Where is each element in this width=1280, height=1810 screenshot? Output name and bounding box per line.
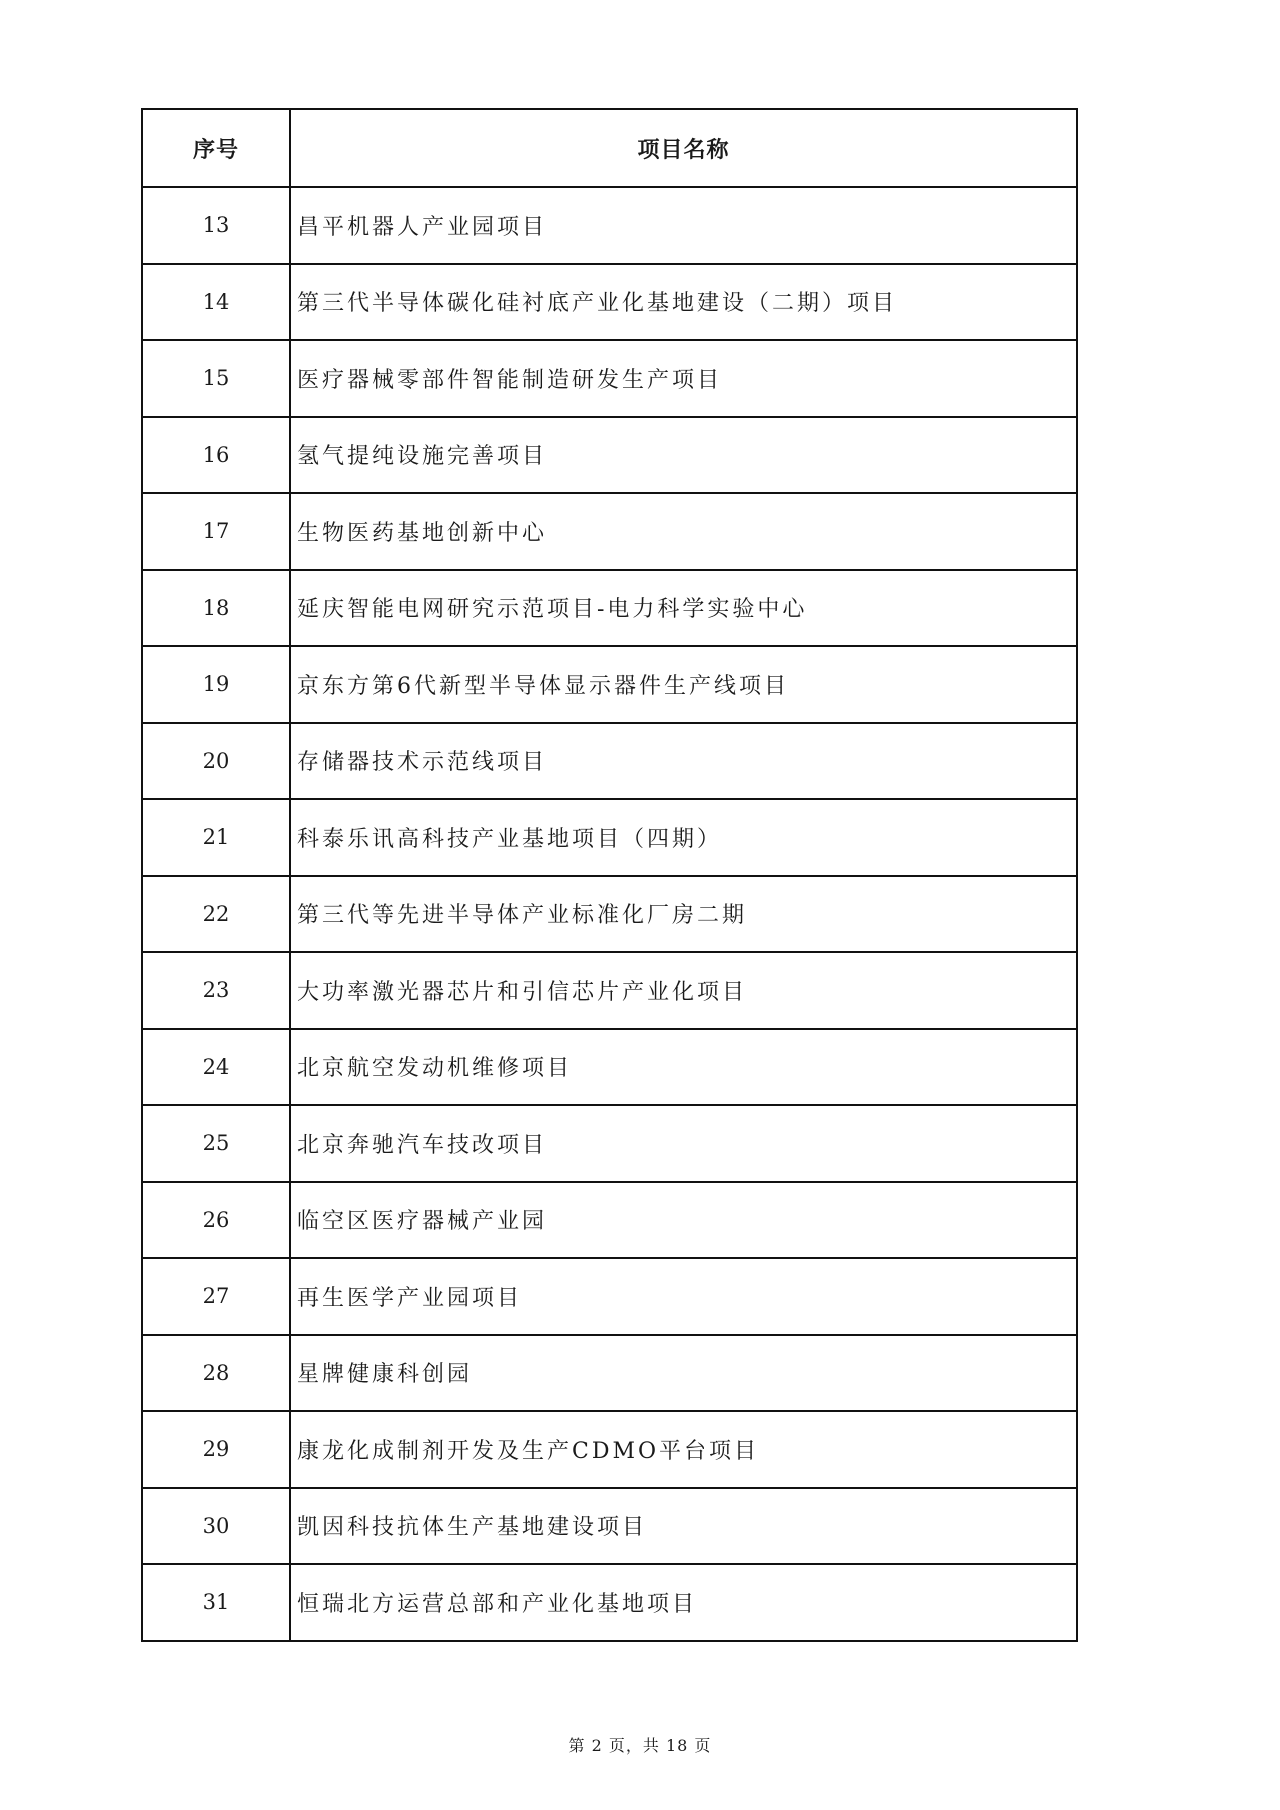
row-project-name: 大功率激光器芯片和引信芯片产业化项目 [290, 952, 1077, 1029]
table-row [142, 1105, 1077, 1182]
table-row [142, 876, 1077, 953]
table-row [142, 952, 1077, 1029]
row-project-name: 存储器技术示范线项目 [290, 723, 1077, 800]
row-serial-number: 21 [142, 799, 290, 876]
row-project-name: 生物医药基地创新中心 [290, 493, 1077, 570]
row-serial-number: 26 [142, 1182, 290, 1259]
row-project-name: 第三代等先进半导体产业标准化厂房二期 [290, 876, 1077, 953]
table-row [142, 340, 1077, 417]
table-row [142, 723, 1077, 800]
row-project-name: 医疗器械零部件智能制造研发生产项目 [290, 340, 1077, 417]
row-project-name: 氢气提纯设施完善项目 [290, 417, 1077, 494]
table-row [142, 1564, 1077, 1641]
project-table [141, 108, 1078, 1642]
row-serial-number: 20 [142, 723, 290, 800]
table-row [142, 1182, 1077, 1259]
table-row [142, 1488, 1077, 1565]
row-serial-number: 16 [142, 417, 290, 494]
row-project-name: 恒瑞北方运营总部和产业化基地项目 [290, 1564, 1077, 1641]
row-project-name: 北京奔驰汽车技改项目 [290, 1105, 1077, 1182]
table-row [142, 493, 1077, 570]
table-body [142, 187, 1077, 1641]
table-header-row [142, 109, 1077, 187]
page-footer: 第 2 页，共 18 页 [568, 1736, 712, 1755]
table-row [142, 570, 1077, 647]
row-serial-number: 15 [142, 340, 290, 417]
row-project-name: 延庆智能电网研究示范项目-电力科学实验中心 [290, 570, 1077, 647]
row-serial-number: 22 [142, 876, 290, 953]
row-project-name: 昌平机器人产业园项目 [290, 187, 1077, 264]
row-project-name: 京东方第6代新型半导体显示器件生产线项目 [290, 646, 1077, 723]
row-project-name: 临空区医疗器械产业园 [290, 1182, 1077, 1259]
table-row [142, 1335, 1077, 1412]
table-row [142, 799, 1077, 876]
row-project-name: 凯因科技抗体生产基地建设项目 [290, 1488, 1077, 1565]
table-row [142, 264, 1077, 341]
row-serial-number: 14 [142, 264, 290, 341]
row-serial-number: 19 [142, 646, 290, 723]
row-serial-number: 30 [142, 1488, 290, 1565]
row-project-name: 康龙化成制剂开发及生产CDMO平台项目 [290, 1411, 1077, 1488]
row-project-name: 再生医学产业园项目 [290, 1258, 1077, 1335]
table-row [142, 1029, 1077, 1106]
row-project-name: 第三代半导体碳化硅衬底产业化基地建设（二期）项目 [290, 264, 1077, 341]
table-row [142, 1258, 1077, 1335]
table-row [142, 187, 1077, 264]
row-project-name: 星牌健康科创园 [290, 1335, 1077, 1412]
row-serial-number: 27 [142, 1258, 290, 1335]
row-serial-number: 23 [142, 952, 290, 1029]
table-row [142, 1411, 1077, 1488]
row-serial-number: 29 [142, 1411, 290, 1488]
row-project-name: 科泰乐讯高科技产业基地项目（四期） [290, 799, 1077, 876]
row-serial-number: 28 [142, 1335, 290, 1412]
row-serial-number: 25 [142, 1105, 290, 1182]
row-serial-number: 18 [142, 570, 290, 647]
header-serial-number: 序号 [142, 109, 290, 187]
row-project-name: 北京航空发动机维修项目 [290, 1029, 1077, 1106]
row-serial-number: 24 [142, 1029, 290, 1106]
row-serial-number: 31 [142, 1564, 290, 1641]
row-serial-number: 17 [142, 493, 290, 570]
table-row [142, 417, 1077, 494]
row-serial-number: 13 [142, 187, 290, 264]
table-row [142, 646, 1077, 723]
header-project-name: 项目名称 [290, 109, 1077, 187]
